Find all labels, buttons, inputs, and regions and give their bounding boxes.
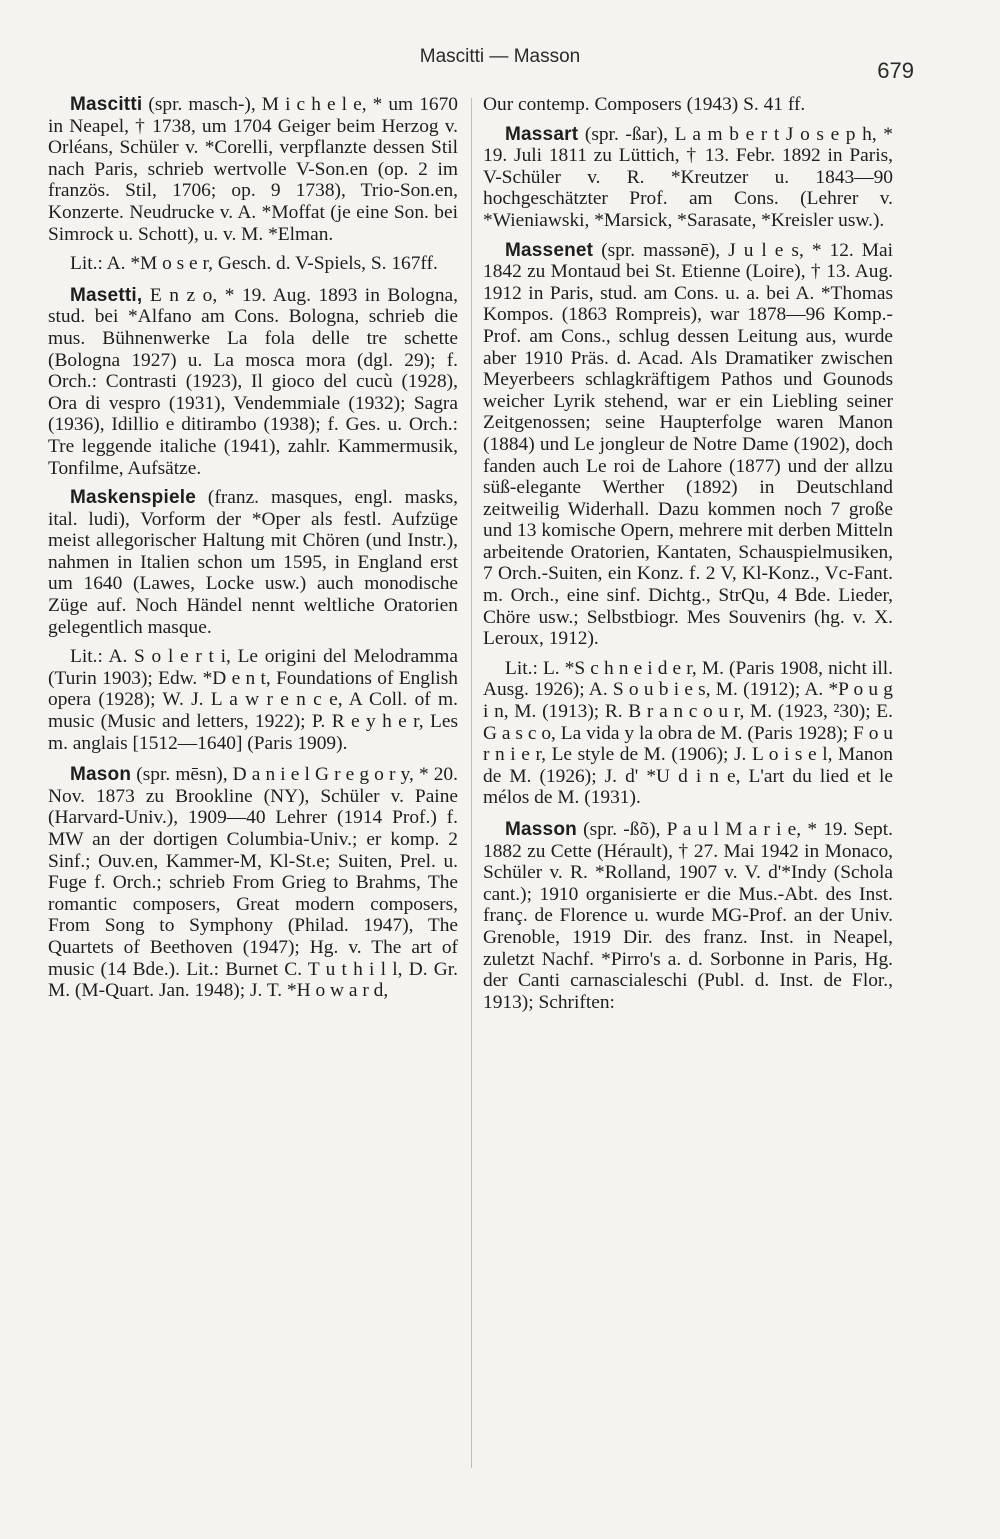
entry-maskenspiele: [48, 487, 458, 638]
entry-text: (spr. massənē), J u l e s, * 12. Mai 1842 zu Montaud bei St. Etienne (Loire), † 13. Aug. 1912 in Paris, stud. am Cons. u. a. bei A. *Thomas Kompos. (1863 Rompreis), war 1878—96 Komp.-Prof. am Cons., schlug dessen Leitung aus, wurde aber 1910 Präs. d. Acad. Als Dramatiker zwischen Meyerbeers schlagkräftigem Pathos und Gounods weicher Lyrik stehend, war er ein Liebling seiner Zeitgenossen; seine Haupterfolge waren Manon (1884) und Le jongleur de Notre Dame (1902), doch fanden auch Le roi de Lahore (1877) und der allzu süß-elegante Werther (1892) in Deutschland zeitweilig Widerhall. Dazu kommen noch 7 große und 13 komische Opern, mehrere mit derben Mitteln arbeitende Oratorien, Kantaten, Schauspielmusiken, 7 Orch.-Suiten, ein Konz. f. 2 V, Kl-Konz., Vc-Fant. m. Orch., eine sinf. Dichtg., StrQu, 4 Bde. Lieder, Chöre usw.; Selbstbiogr. Mes Souvenirs (hg. v. X. Leroux, 1912).: [483, 239, 893, 650]
entry-text: (franz. masques, engl. masks, ital. ludi), Vorform der *Oper als festl. Aufzüge meist allegorischer Haltung mit Chören (und Instr.), nahmen in Italien schon um 1595, in England erst um 1640 (Lawes, Locke usw.) auch monodische Züge auf. Noch Händel nennt weltliche Oratorien gelegentlich masque.: [48, 487, 458, 638]
headword-massart: Massart: [505, 123, 579, 145]
entry-masson: [483, 819, 893, 1013]
entry-text: (spr. -ßar), L a m b e r t J o s e p h, * 19. Juli 1811 zu Lüttich, † 13. Febr. 1892 in Paris, V-Schüler v. R. *Kreutzer u. 1843—90 hochgeschätzter Prof. am Cons. (Lehrer v. *Wieniawski, *Marsick, *Sarasate, *Kreisler usw.).: [483, 123, 893, 231]
entry-massart: [483, 124, 893, 232]
page-number: 679: [877, 58, 914, 83]
headword-massenet: Massenet: [505, 239, 594, 261]
headword-masson: Masson: [505, 819, 577, 840]
headword-mascitti: Mascitti: [70, 94, 143, 115]
headword-mason: Mason: [70, 764, 132, 786]
left-column: [48, 94, 458, 1010]
entry-massenet: [483, 240, 893, 650]
headword-masetti: Masetti,: [70, 284, 143, 306]
running-title: Mascitti — Masson: [419, 46, 581, 67]
entry-text: (spr. masch-), M i c h e l e, * um 1670 in Neapel, † 1738, um 1704 Geiger beim Herzog v. Orléans, Schüler v. *Corelli, verpflanzte dessen Stil nach Paris, schrieb wertvolle V-Son.en (op. 2 im französ. Stil, 1706; op. 9 1738), Trio-Son.en, Konzerte. Neudrucke v. A. *Moffat (je eine Son. bei Simrock u. Schott), u. v. M. *Elman.: [48, 94, 458, 245]
lit-maskenspiele: Lit.: A. S o l e r t i, Le origini del Melodramma (Turin 1903); Edw. *D e n t, Foundations of English opera (1928); W. J. L a w r e n c e, A Coll. of m. music (Music and letters, 1922); P. R e y h e r, Les m. anglais [1512—1640] (Paris 1909).: [48, 646, 458, 754]
entry-text: (spr. -ßõ), P a u l M a r i e, * 19. Sept. 1882 zu Cette (Hérault), † 27. Mai 1942 in Monaco, Schüler v. R. *Rolland, 1907 v. V. d'*Indy (Schola cant.); 1910 organisierte er die Mus.-Abt. des Inst. franç. de Florence u. wurde MG-Prof. an der Univ. Grenoble, 1919 Dir. des franz. Inst. in Neapel, zuletzt Nachf. *Pirro's a. d. Sorbonne in Paris, Hg. der Canti carnascialeschi (Publ. d. Inst. de Flor., 1913); Schriften:: [483, 819, 893, 1013]
entry-mascitti: [48, 94, 458, 245]
column-divider: [471, 98, 472, 1468]
entry-text: E n z o, * 19. Aug. 1893 in Bologna, stud. bei *Alfano am Cons. Bologna, schrieb die mus. Bühnenwerke La fola delle tre schette (Bologna 1927) u. La mosca mora (dgl. 29); f. Orch.: Contrasti (1923), Il gioco del cucù (1928), Ora di vespro (1931), Vendemmiale (1932); Sagra (1936), Idillio e ditirambo (1938); f. Ges. u. Orch.: Tre leggende italiche (1941), zahlr. Kammermusik, Tonfilme, Aufsätze.: [48, 284, 458, 479]
right-column: [483, 94, 893, 1021]
entry-mason: [48, 764, 458, 1002]
entry-mason-continued: Our contemp. Composers (1943) S. 41 ff.: [483, 94, 806, 115]
entry-text: (spr. mēsn), D a n i e l G r e g o r y, * 20. Nov. 1873 zu Brookline (NY), Schüler v. Paine (Harvard-Univ.), 1909—40 Lehrer (1914 Prof.) f. MW an der dortigen Columbia-Univ.; er komp. 2 Sinf.; Ouv.en, Kammer-M, Kl-St.e; Suiten, Prel. u. Fuge f. Orch.; schrieb From Grieg to Brahms, The romantic composers, Great modern composers, From Song to Symphony (Philad. 1947), The Quartets of Beethoven (1947); Hg. v. The art of music (14 Bde.). Lit.: Burnet C. T u t h i l l, D. Gr. M. (M-Quart. Jan. 1948); J. T. *H o w a r d,: [48, 764, 458, 1002]
entry-masetti: [48, 285, 458, 479]
lit-mascitti: Lit.: A. *M o s e r, Gesch. d. V-Spiels, S. 167ff.: [70, 253, 438, 275]
lit-massenet: Lit.: L. *S c h n e i d e r, M. (Paris 1908, nicht ill. Ausg. 1926); A. S o u b i e s, M. (1912); A. *P o u g i n, M. (1913); R. B r a n c o u r, M. (1923, ²30); E. G a s c o, La vida y la obra de M. (Paris 1928); F o u r n i e r, Le style de M. (1906); J. L o i s e l, Manon de M. (1926); J. d' *U d i n e, L'art du lied et le mélos de M. (1931).: [483, 657, 893, 809]
headword-maskenspiele: Maskenspiele: [70, 487, 196, 509]
